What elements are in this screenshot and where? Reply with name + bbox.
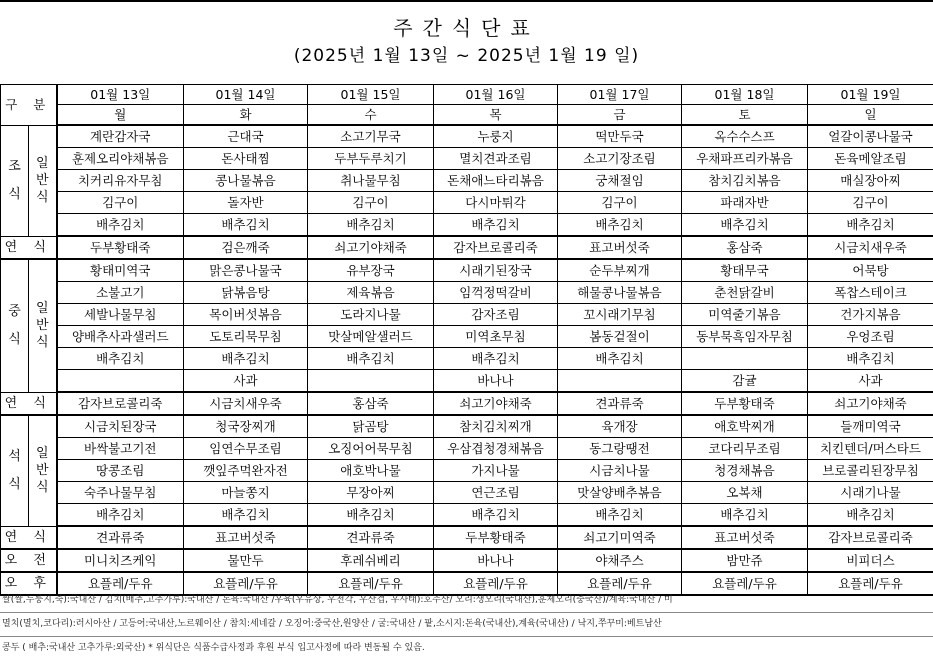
- dinner-row: [1, 438, 933, 460]
- top-border-line: [0, 0, 933, 2]
- breakfast-row: [1, 214, 933, 237]
- date-header: 01월 17일: [558, 85, 682, 105]
- label-char: 식: [29, 334, 56, 351]
- menu-item: 닭곰탕: [308, 415, 434, 438]
- menu-item: 두부두루치기: [308, 148, 434, 170]
- menu-item: 감자브로콜리죽: [57, 392, 184, 415]
- dinner-row: [1, 482, 933, 504]
- menu-item: 다시마튀각: [434, 192, 558, 214]
- day-header: 월: [57, 105, 184, 126]
- label-char: 일: [29, 445, 56, 462]
- porridge2-row: [1, 392, 933, 415]
- menu-item: 배추김치: [682, 504, 808, 527]
- menu-item: 참치김치볶음: [682, 170, 808, 192]
- menu-item: 김구이: [308, 192, 434, 214]
- label-char: 식: [1, 326, 28, 354]
- menu-item: 멸치견과조림: [434, 148, 558, 170]
- menu-item: 돌자반: [184, 192, 308, 214]
- date-header: 01월 13일: [57, 85, 184, 105]
- menu-item: 맛살양배추볶음: [558, 482, 682, 504]
- menu-item: 홍삼죽: [308, 392, 434, 415]
- menu-item: 임연수무조림: [184, 438, 308, 460]
- menu-item: 요플레/두유: [434, 572, 558, 595]
- menu-item: 맛살메알샐러드: [308, 326, 434, 348]
- day-header: 화: [184, 105, 308, 126]
- menu-item: 배추김치: [184, 214, 308, 237]
- date-header: 01월 18일: [682, 85, 808, 105]
- menu-item: 순두부찌개: [558, 259, 682, 282]
- dinner-type-label: [29, 415, 57, 526]
- menu-item: 맑은콩나물국: [184, 259, 308, 282]
- page-title: 주간식단표: [0, 16, 933, 40]
- porridge1-row: [1, 236, 933, 259]
- menu-item: 감자브로콜리죽: [808, 526, 933, 549]
- menu-item: 배추김치: [808, 214, 933, 237]
- menu-item: 배추김치: [558, 348, 682, 370]
- menu-item: 두부황태죽: [682, 392, 808, 415]
- menu-item: 봄동겉절이: [558, 326, 682, 348]
- menu-item: 사과: [808, 370, 933, 393]
- menu-item: 깻잎주먹완자전: [184, 460, 308, 482]
- breakfast-type-label: [29, 125, 57, 236]
- menu-item: 우채파프리카볶음: [682, 148, 808, 170]
- vertical-label: [29, 155, 56, 206]
- label-char: 식: [1, 471, 28, 499]
- menu-item: 춘천닭갈비: [682, 282, 808, 304]
- menu-item: 바나나: [434, 370, 558, 393]
- menu-item: 브로콜리된장무침: [808, 460, 933, 482]
- menu-item: 동부묵흑임자무침: [682, 326, 808, 348]
- lunch-row: [1, 326, 933, 348]
- am_snack-row: [1, 549, 933, 572]
- menu-item: 배추김치: [808, 348, 933, 370]
- breakfast-row: [1, 125, 933, 148]
- menu-item: 감자조림: [434, 304, 558, 326]
- breakfast-row: [1, 170, 933, 192]
- menu-item: 물만두: [184, 549, 308, 572]
- lunch-type-label: [29, 259, 57, 392]
- menu-item: 청국장찌개: [184, 415, 308, 438]
- period-subtitle: (2025년 1월 13일 ~ 2025년 1월 19 일): [0, 44, 933, 68]
- dinner-label: [1, 415, 29, 526]
- origin-line-3: 콩두 ( 배추:국내산 고추가루:외국산) * 위식단은 식품수급사정과 후원 부식 입고사정에 따라 변동될 수 있음.: [0, 637, 933, 660]
- menu-item: 배추김치: [57, 504, 184, 527]
- menu-item: 취나물무침: [308, 170, 434, 192]
- menu-item: 참치김치찌개: [434, 415, 558, 438]
- menu-item: 배추김치: [808, 504, 933, 527]
- menu-item: 가지나물: [434, 460, 558, 482]
- porridge3-label: 연 식: [1, 526, 57, 549]
- menu-item: 김구이: [558, 192, 682, 214]
- menu-item: 배추김치: [308, 214, 434, 237]
- menu-item: 땅콩조림: [57, 460, 184, 482]
- menu-item: 코다리무조림: [682, 438, 808, 460]
- dinner-row: [1, 460, 933, 482]
- menu-item: 건가지볶음: [808, 304, 933, 326]
- breakfast-row: [1, 192, 933, 214]
- menu-item: 비피더스: [808, 549, 933, 572]
- menu-item: 쇠고기야채죽: [308, 236, 434, 259]
- label-char: 중: [1, 298, 28, 326]
- menu-item: 미역초무침: [434, 326, 558, 348]
- label-char: 일: [29, 300, 56, 317]
- day-header: 일: [808, 105, 933, 126]
- menu-item: 누룽지: [434, 125, 558, 148]
- menu-item: 시래기된장국: [434, 259, 558, 282]
- menu-item: 두부황태죽: [57, 236, 184, 259]
- menu-item: 제육볶음: [308, 282, 434, 304]
- label-char: 반: [29, 317, 56, 334]
- menu-item: 동그랑땡전: [558, 438, 682, 460]
- menu-item: 우엉조림: [808, 326, 933, 348]
- menu-item: [308, 370, 434, 393]
- menu-item: 배추김치: [434, 504, 558, 527]
- label-char: 석: [1, 443, 28, 471]
- day-header: 토: [682, 105, 808, 126]
- date-header: 01월 15일: [308, 85, 434, 105]
- lunch-label: [1, 259, 29, 392]
- menu-item: 요플레/두유: [184, 572, 308, 595]
- menu-item: 시금치된장국: [57, 415, 184, 438]
- menu-item: 시금치새우죽: [808, 236, 933, 259]
- menu-item: 소고기장조림: [558, 148, 682, 170]
- day-header: 수: [308, 105, 434, 126]
- menu-item: 견과류죽: [558, 392, 682, 415]
- menu-item: 애호박찌개: [682, 415, 808, 438]
- day-header: 목: [434, 105, 558, 126]
- menu-item: 배추김치: [558, 214, 682, 237]
- origin-line-1: 쌀(쌀,누룽지,죽):국내산 / 김치(배추,고추가루):국내산 / 돈육:국내산 /우육(우유상, 우전각, 우산겹, 우사태):호주산/ 오리:생오리(국내산),훈제오리(중국산)/계육:국내산 / 미: [0, 589, 933, 613]
- label-char: 반: [29, 462, 56, 479]
- menu-item: 시금치새우죽: [184, 392, 308, 415]
- menu-item: [682, 348, 808, 370]
- menu-item: 떡만두국: [558, 125, 682, 148]
- menu-item: 훈제오리야채볶음: [57, 148, 184, 170]
- lunch-row: [1, 259, 933, 282]
- menu-item: 닭볶음탕: [184, 282, 308, 304]
- menu-item: 황태무국: [682, 259, 808, 282]
- menu-item: 검은깨죽: [184, 236, 308, 259]
- menu-item: 황태미역국: [57, 259, 184, 282]
- menu-item: 연근조림: [434, 482, 558, 504]
- menu-item: 양배추사과샐러드: [57, 326, 184, 348]
- pm_snack-label: 오 후: [1, 572, 57, 595]
- menu-item: 돈육메알조림: [808, 148, 933, 170]
- menu-item: 배추김치: [558, 504, 682, 527]
- breakfast-row: [1, 148, 933, 170]
- menu-item: 오복채: [682, 482, 808, 504]
- menu-item: 매실장아찌: [808, 170, 933, 192]
- menu-item: 요플레/두유: [808, 572, 933, 595]
- menu-item: 옥수수스프: [682, 125, 808, 148]
- menu-item: 근대국: [184, 125, 308, 148]
- menu-item: 견과류죽: [308, 526, 434, 549]
- menu-item: 마늘쫑지: [184, 482, 308, 504]
- menu-item: 시래기나물: [808, 482, 933, 504]
- vertical-label: [29, 300, 56, 351]
- menu-item: 감귤: [682, 370, 808, 393]
- menu-item: 콩나물볶음: [184, 170, 308, 192]
- lunch-row: [1, 282, 933, 304]
- menu-item: 숙주나물무침: [57, 482, 184, 504]
- menu-item: 유부장국: [308, 259, 434, 282]
- date-header: 01월 16일: [434, 85, 558, 105]
- menu-item: 요플레/두유: [57, 572, 184, 595]
- menu-item: 미니치즈케익: [57, 549, 184, 572]
- menu-item: 김구이: [57, 192, 184, 214]
- menu-item: 사과: [184, 370, 308, 393]
- menu-item: 감자브로콜리죽: [434, 236, 558, 259]
- label-char: 조: [1, 153, 28, 181]
- lunch-row: [1, 370, 933, 393]
- menu-item: 홍삼죽: [682, 236, 808, 259]
- menu-item: 배추김치: [184, 504, 308, 527]
- menu-item: 파래자반: [682, 192, 808, 214]
- vertical-label: [1, 153, 28, 209]
- menu-item: 육개장: [558, 415, 682, 438]
- menu-item: 배추김치: [682, 214, 808, 237]
- menu-item: 야채주스: [558, 549, 682, 572]
- menu-item: 치커리유자무침: [57, 170, 184, 192]
- menu-item: [558, 370, 682, 393]
- menu-item: 쇠고기미역죽: [558, 526, 682, 549]
- origin-footer: [0, 589, 933, 658]
- menu-item: 우삼겹청경채볶음: [434, 438, 558, 460]
- label-char: 식: [1, 181, 28, 209]
- label-char: 반: [29, 172, 56, 189]
- dinner-row: [1, 415, 933, 438]
- porridge2-label: 연 식: [1, 392, 57, 415]
- menu-item: 표고버섯죽: [558, 236, 682, 259]
- menu-item: 소불고기: [57, 282, 184, 304]
- menu-item: 표고버섯죽: [184, 526, 308, 549]
- menu-item: [57, 370, 184, 393]
- menu-item: 쇠고기야채죽: [808, 392, 933, 415]
- menu-item: 요플레/두유: [308, 572, 434, 595]
- menu-item: 애호박나물: [308, 460, 434, 482]
- porridge3-row: [1, 526, 933, 549]
- vertical-label: [1, 443, 28, 499]
- menu-item: 얼갈이콩나물국: [808, 125, 933, 148]
- menu-item: 들깨미역국: [808, 415, 933, 438]
- menu-item: 시금치나물: [558, 460, 682, 482]
- menu-item: 김구이: [808, 192, 933, 214]
- label-char: 일: [29, 155, 56, 172]
- label-char: 식: [29, 189, 56, 206]
- menu-item: 배추김치: [57, 348, 184, 370]
- menu-item: 무장아찌: [308, 482, 434, 504]
- menu-item: 해물콩나물볶음: [558, 282, 682, 304]
- day-header: 금: [558, 105, 682, 126]
- menu-item: 견과류죽: [57, 526, 184, 549]
- menu-item: 꼬시래기무침: [558, 304, 682, 326]
- menu-item: 밤만쥬: [682, 549, 808, 572]
- menu-item: 임꺽정떡갈비: [434, 282, 558, 304]
- menu-item: 폭찹스테이크: [808, 282, 933, 304]
- menu-item: 바나나: [434, 549, 558, 572]
- menu-item: 후레쉬베리: [308, 549, 434, 572]
- origin-line-2: 멸치(멸치,코다리):러시아산 / 고등어:국내산,노르웨이산 / 참치:세네갈 / 오징어:중국산,원양산 / 굴:국내산 / 팥,소시지:돈육(국내산),계육(국내산) / 낙지,쭈꾸미:베트남산: [0, 613, 933, 637]
- menu-item: 요플레/두유: [558, 572, 682, 595]
- date-header: 01월 14일: [184, 85, 308, 105]
- menu-item: 바싹불고기전: [57, 438, 184, 460]
- menu-item: 요플레/두유: [682, 572, 808, 595]
- lunch-row: [1, 348, 933, 370]
- menu-item: 오징어어묵무침: [308, 438, 434, 460]
- menu-item: 배추김치: [434, 214, 558, 237]
- menu-item: 청경채볶음: [682, 460, 808, 482]
- label-char: 식: [29, 479, 56, 496]
- menu-item: 미역줄기볶음: [682, 304, 808, 326]
- menu-item: 어묵탕: [808, 259, 933, 282]
- menu-item: 표고버섯죽: [682, 526, 808, 549]
- menu-item: 목이버섯볶음: [184, 304, 308, 326]
- am_snack-label: 오 전: [1, 549, 57, 572]
- vertical-label: [1, 298, 28, 354]
- breakfast-label: [1, 125, 29, 236]
- menu-item: 계란감자국: [57, 125, 184, 148]
- porridge1-label: 연 식: [1, 236, 57, 259]
- menu-item: 두부황태죽: [434, 526, 558, 549]
- menu-item: 쇠고기야채죽: [434, 392, 558, 415]
- menu-item: 소고기무국: [308, 125, 434, 148]
- menu-item: 배추김치: [434, 348, 558, 370]
- menu-item: 치킨텐더/머스타드: [808, 438, 933, 460]
- vertical-label: [29, 445, 56, 496]
- menu-item: 배추김치: [308, 504, 434, 527]
- menu-item: 돈채애느타리볶음: [434, 170, 558, 192]
- menu-item: 배추김치: [57, 214, 184, 237]
- weekly-menu-table: [0, 84, 933, 596]
- menu-item: 도라지나물: [308, 304, 434, 326]
- menu-item: 도토리묵무침: [184, 326, 308, 348]
- menu-item: 배추김치: [184, 348, 308, 370]
- lunch-row: [1, 304, 933, 326]
- menu-item: 돈사태찜: [184, 148, 308, 170]
- date-header: 01월 19일: [808, 85, 933, 105]
- category-header: 구 분: [1, 85, 57, 126]
- menu-item: 배추김치: [308, 348, 434, 370]
- menu-item: 궁채절임: [558, 170, 682, 192]
- menu-item: 세발나물무침: [57, 304, 184, 326]
- dinner-row: [1, 504, 933, 527]
